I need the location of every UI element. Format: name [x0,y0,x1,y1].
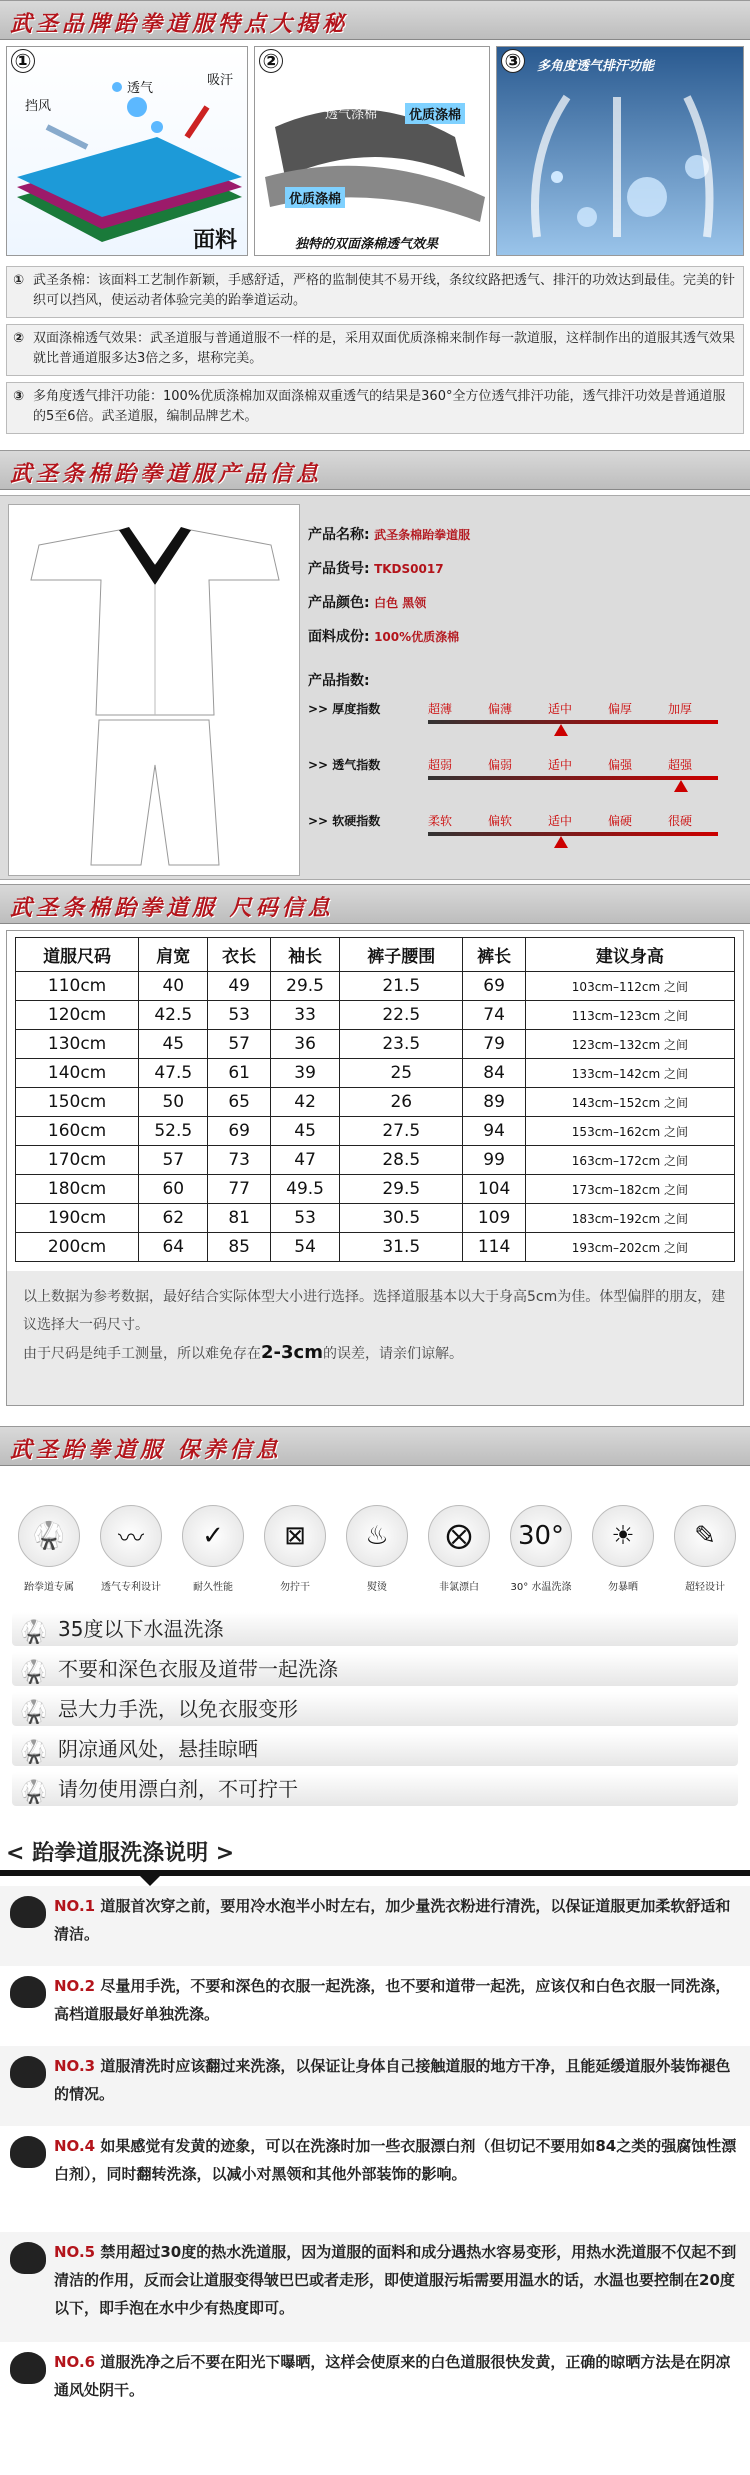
athlete-icon [10,2136,46,2168]
product-material-label: 面料成份: [308,629,370,645]
wash-item: NO.5 禁用超过30度的热水洗道服，因为道服的面料和成分遇热水容易变形，用热水洗道服不仅起不到清洁的作用，反而会让道服变得皱巴巴或者走形，即使道服污垢需要用温水的话，水温也要控制在20度以下，即手泡在水中少有热度即可。 [0,2232,750,2342]
athlete-icon [10,2352,46,2384]
size-panel [6,930,744,1406]
athlete-icon: 🥋 [20,1660,48,1685]
breathable-icon: 〰 [100,1505,162,1567]
care-tip: 🥋 35度以下水温洗涤 [12,1612,738,1646]
size-title: 武圣条棉跆拳道服 尺码信息 [10,895,334,921]
index-level: 适中 [548,814,573,828]
index-marker [554,724,568,736]
feature-note-1: ① 武圣条棉：该面料工艺制作新颖，手感舒适，严格的监制使其不易开线，条纹纹路把透气、排汗的功效达到最佳。完美的针织可以挡风，使运动者体验完美的跆拳道运动。 [6,266,744,318]
table-row: 160cm 52.5 69 45 27.5 94 153cm–162cm 之间 [16,1117,735,1146]
size-note-2: 由于尺码是纯手工测量，所以难免存在2-3cm的误差，请亲们谅解。 [23,1342,463,1363]
athlete-icon: 🥋 [20,1740,48,1765]
no-wring-icon: ⊠ [264,1505,326,1567]
index-level: 加厚 [668,702,693,716]
feature-panel-1 [6,46,248,256]
care-icon-label: 熨烫 [367,1582,387,1593]
table-row: 190cm 62 81 53 30.5 109 183cm–192cm 之间 [16,1204,735,1233]
product-header [0,450,750,490]
product-rows [308,524,728,700]
care-tip: 🥋 请勿使用漂白剂，不可拧干 [12,1772,738,1806]
feature-note-3: ③ 多角度透气排汗功能：100%优质涤棉加双面涤棉双重透气的结果是360°全方位透气排汗功能，透气排汗功效是普通道服的5至6倍。武圣道服，编制品牌艺术。 [6,382,744,434]
product-color-label: 产品颜色: [308,595,370,611]
care-icon-label: 跆拳道专属 [24,1582,74,1593]
features-title: 武圣品牌跆拳道服特点大揭秘 [10,11,349,37]
index-bar [428,720,718,724]
product-color-value: 白色 黑领 [374,596,427,610]
panel-number: ② [259,49,283,73]
care-title: 武圣跆拳道服 保养信息 [10,1437,282,1463]
care-tip: 🥋 阴凉通风处，悬挂晾晒 [12,1732,738,1766]
breathability-index [308,752,738,802]
feature-panel-2 [254,46,490,256]
product-material-value: 100%优质涤棉 [374,630,460,644]
wash-title: < 跆拳道服洗涤说明 > [6,1841,235,1866]
features-header [0,0,750,40]
design-icon: ✎ [674,1505,736,1567]
index-bar [428,832,718,836]
index-level: 偏硬 [608,814,633,828]
table-row: 170cm 57 73 47 28.5 99 163cm–172cm 之间 [16,1146,735,1175]
index-level: 超强 [668,758,693,772]
table-row: 140cm 47.5 61 39 25 84 133cm–142cm 之间 [16,1059,735,1088]
double-layer-fabric-illustration [255,47,490,256]
product-sku-value: TKDS0017 [374,562,444,576]
index-marker [674,780,688,792]
size-note [7,1271,743,1405]
panel3-caption: 多角度透气排汗功能 [537,59,655,74]
index-name: >> 软硬指数 [308,814,381,828]
table-row: 180cm 60 77 49.5 29.5 104 173cm–182cm 之间 [16,1175,735,1204]
softness-index [308,808,738,858]
table-row: 110cm 40 49 29.5 21.5 69 103cm–112cm 之间 [16,972,735,1001]
wash-item: NO.2 尽量用手洗，不要和深色的衣服一起洗涤，也不要和道带一起洗，应该仅和白色衣服一同洗涤，高档道服最好单独洗涤。 [0,1966,750,2046]
care-tip: 🥋 忌大力手洗，以免衣服变形 [12,1692,738,1726]
care-header [0,1426,750,1466]
product-indices [308,696,738,866]
wash-header [0,1826,750,1876]
care-icon-label: 透气专利设计 [101,1582,161,1593]
athlete-icon: 🥋 [20,1780,48,1805]
care-tip: 🥋 不要和深色衣服及道带一起洗涤 [12,1652,738,1686]
wear-icon: ✓ [182,1505,244,1567]
index-level: 偏强 [608,758,633,772]
care-icon-label: 非氯漂白 [439,1582,479,1593]
label-fabric: 面料 [193,228,238,253]
label-breathable-cotton: 透气涤棉 [325,107,378,122]
size-error-range: 2-3cm [261,1342,323,1363]
iron-icon: ♨ [346,1505,408,1567]
droplets-illustration [497,47,744,256]
size-table-header: 道服尺码 肩宽 衣长 袖长 裤子腰围 裤长 建议身高 [16,938,735,972]
product-name-value: 武圣条棉跆拳道服 [374,528,471,542]
size-header [0,884,750,924]
product-name-label: 产品名称: [308,527,370,543]
label-quality-cotton-2: 优质涤棉 [285,187,345,208]
size-table [15,937,735,1262]
feature-note-2: ② 双面涤棉透气效果：武圣道服与普通道服不一样的是，采用双面优质涤棉来制作每一款道服，这样制作出的道服其透气效果就比普通道服多达3倍之多，堪称完美。 [6,324,744,376]
product-title: 武圣条棉跆拳道服产品信息 [10,461,323,487]
panel-number: ③ [501,49,525,73]
index-level: 超薄 [428,702,453,716]
table-row: 200cm 64 85 54 31.5 114 193cm–202cm 之间 [16,1233,735,1262]
index-level: 柔软 [428,814,453,828]
wash-item: NO.1 道服首次穿之前，要用冷水泡半小时左右，加少量洗衣粉进行清洗，以保证道服更加柔软舒适和清洁。 [0,1886,750,1966]
wash-item: NO.6 道服洗净之后不要在阳光下曝晒，这样会使原来的白色道服很快发黄，正确的晾晒方法是在阴凉通风处阴干。 [0,2342,750,2422]
index-name: >> 厚度指数 [308,702,381,716]
athlete-icon: 🥋 [20,1700,48,1725]
index-level: 偏厚 [608,702,633,716]
care-icon-label: 勿拧干 [280,1582,310,1593]
label-windproof: 挡风 [25,99,52,114]
index-level: 很硬 [668,814,693,828]
care-icon-label: 勿暴晒 [608,1582,638,1593]
product-index-title: 产品指数: [308,673,370,689]
feature-panel-3 [496,46,744,256]
index-level: 适中 [548,702,573,716]
index-level: 适中 [548,758,573,772]
athlete-icon [10,2056,46,2088]
athlete-icon: 🥋 [20,1620,48,1645]
product-panel [0,495,750,880]
wash-item: NO.4 如果感觉有发黄的迹象，可以在洗涤时加一些衣服漂白剂（但切记不要用如84之类的强腐蚀性漂白剂），同时翻转洗涤，以减小对黑领和其他外部装饰的影响。 [0,2126,750,2232]
care-icon-label: 超轻设计 [685,1582,725,1593]
care-icon-label: 耐久性能 [193,1582,233,1593]
athlete-icon [10,1896,46,1928]
athlete-icon: 🥋 [18,1505,80,1567]
index-level: 偏软 [488,814,513,828]
table-row: 120cm 42.5 53 33 22.5 74 113cm–123cm 之间 [16,1001,735,1030]
athlete-icon [10,1976,46,2008]
label-absorb: 吸汗 [207,73,234,88]
size-note-1: 以上数据为参考数据，最好结合实际体型大小进行选择。选择道服基本以大于身高5cm为佳。体型偏胖的朋友，建议选择大一码尺寸。 [23,1289,726,1333]
index-marker [554,836,568,848]
product-sku-label: 产品货号: [308,561,370,577]
no-sun-icon: ☀ [592,1505,654,1567]
index-name: >> 透气指数 [308,758,381,772]
athlete-icon [10,2242,46,2274]
wash-item: NO.3 道服清洗时应该翻过来洗涤，以保证让身体自己接触道服的地方干净，且能延缓道服外装饰褪色的情况。 [0,2046,750,2126]
care-icon-label: 30° 水温洗涤 [510,1582,572,1593]
no-bleach-icon: ⨂ [428,1505,490,1567]
index-level: 偏薄 [488,702,513,716]
label-quality-cotton-1: 优质涤棉 [405,103,465,124]
panel2-caption: 独特的双面涤棉透气效果 [295,237,439,252]
thickness-index [308,696,738,746]
panel-number: ① [11,49,35,73]
product-image [8,504,300,876]
table-row: 150cm 50 65 42 26 89 143cm–152cm 之间 [16,1088,735,1117]
label-breathable: 透气 [127,81,154,96]
index-level: 超弱 [428,758,453,772]
index-level: 偏弱 [488,758,513,772]
wash-30-icon: 30° [510,1505,572,1567]
table-row: 130cm 45 57 36 23.5 79 123cm–132cm 之间 [16,1030,735,1059]
